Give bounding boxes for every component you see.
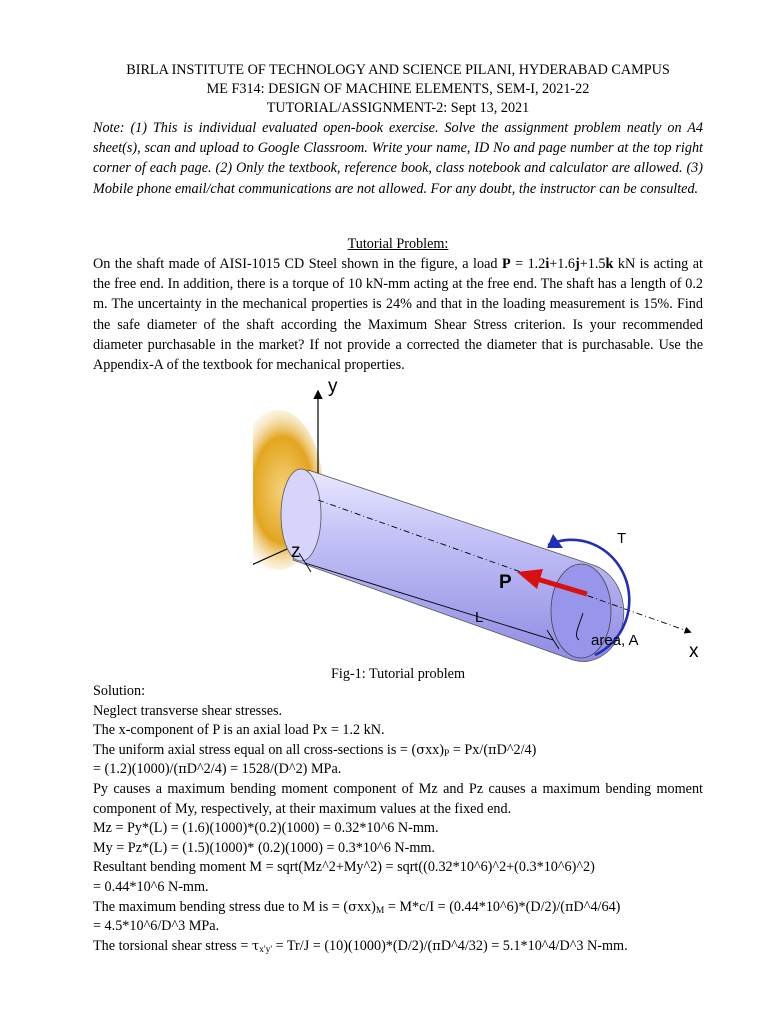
solution-line xyxy=(93,760,703,780)
unit-vector-j: j xyxy=(575,256,580,272)
text-part: D^2/4) = 1528/(D^2) MPa. xyxy=(186,761,342,778)
pi-symbol: π xyxy=(565,899,574,915)
text-part: D^2/4) xyxy=(496,741,537,758)
course-title: ME F314: DESIGN OF MACHINE ELEMENTS, SEM-I, 2021-22 xyxy=(206,81,590,97)
text-part: = Tr/J = (10)(1000)*(D/2)/( xyxy=(272,937,433,954)
solution-line: Py causes a maximum bending moment component of Mz and Pz causes a maximum bending moment component of My, respectively, at their maximum values at the fixed end. xyxy=(93,780,703,817)
torque-label: T xyxy=(617,530,627,547)
shaft-diagram xyxy=(253,370,713,662)
problem-heading-text: Tutorial Problem: xyxy=(347,236,449,252)
tau-symbol: τ xyxy=(251,938,260,954)
problem-heading xyxy=(93,234,703,254)
text-part: The torsional shear stress = xyxy=(93,937,252,954)
text-part: = M*c/I = (0.44*10^6)*(D/2)/( xyxy=(384,898,565,915)
solution-line: Mz = Py*(L) = (1.6)(1000)*(0.2)(1000) = 0.32*10^6 N-mm. xyxy=(93,820,439,837)
subscript: x'y' xyxy=(259,944,273,955)
z-axis-label: z xyxy=(291,541,301,562)
problem-text: On the shaft made of AISI-1015 CD Steel shown in the figure, a load xyxy=(93,256,502,272)
text-part: = Px/( xyxy=(449,741,489,758)
solution-line: = 0.44*10^6 N-mm. xyxy=(93,878,209,895)
problem-statement xyxy=(93,254,703,375)
pi-symbol: π xyxy=(488,742,497,758)
pi-symbol: π xyxy=(178,762,187,778)
pi-symbol: π xyxy=(432,938,441,954)
length-label: L xyxy=(475,609,484,626)
unit-vector-k: k xyxy=(605,256,614,272)
sigma-symbol: σ xyxy=(416,742,426,758)
solution-line xyxy=(93,741,703,761)
solution-line: My = Pz*(L) = (1.5)(1000)* (0.2)(1000) = 0.3*10^6 N-mm. xyxy=(93,839,435,856)
problem-text: +1.6 xyxy=(549,256,576,272)
area-label: area, A xyxy=(591,632,639,649)
unit-vector-i: i xyxy=(545,256,550,272)
load-label: P xyxy=(499,572,512,593)
institute-title: BIRLA INSTITUTE OF TECHNOLOGY AND SCIENCE PILANI, HYDERABAD CAMPUS xyxy=(126,62,670,78)
subscript: P xyxy=(444,748,450,759)
solution-section xyxy=(93,682,703,956)
instructions-note: Note: (1) This is individual evaluated open-book exercise. Solve the assignment problem neatly on A4 sheet(s), scan and upload to Google Classroom. Write your name, ID No and page number at the top right corner of each page. (2) Only the textbook, reference book, class notebook and calculator are allowed. (3) Mobile phone email/chat communications are not allowed. For any doubt, the instructor can be consulted. xyxy=(93,120,703,197)
figure-caption: Fig-1: Tutorial problem xyxy=(330,666,465,682)
solution-heading: Solution: xyxy=(93,683,146,699)
text-part: D^4/64) xyxy=(573,898,621,915)
solution-line: = 4.5*10^6/D^3 MPa. xyxy=(93,918,220,935)
sigma-symbol: σ xyxy=(348,899,357,915)
assignment-title: TUTORIAL/ASSIGNMENT-2: Sept 13, 2021 xyxy=(266,100,530,116)
text-part: xx) xyxy=(356,898,376,915)
subscript: M xyxy=(375,905,385,916)
y-axis-label: y xyxy=(328,376,338,397)
solution-line xyxy=(93,937,703,957)
problem-text: +1.5 xyxy=(579,256,606,272)
text-part: D^4/32) = 5.1*10^4/D^3 N-mm. xyxy=(440,937,628,954)
problem-text: = 1.2 xyxy=(510,256,546,272)
shaft-figure xyxy=(253,370,713,662)
shaft-fixed-end xyxy=(281,469,321,561)
x-axis-label: x xyxy=(689,641,699,662)
solution-line: Resultant bending moment M = sqrt(Mz^2+My^2) = sqrt((0.32*10^6)^2+(0.3*10^6)^2) xyxy=(93,859,595,876)
solution-line xyxy=(93,898,703,918)
text-part: = (1.2)(1000)/( xyxy=(93,761,179,778)
solution-line: The x-component of P is an axial load Px = 1.2 kN. xyxy=(93,722,385,739)
text-part: xx) xyxy=(425,741,444,758)
text-part: The uniform axial stress equal on all cross-sections is = ( xyxy=(93,741,417,758)
problem-text: kN is acting at the free end. In addition, there is a torque of 10 kN-mm acting at the free end. The shaft has a length of 0.2 m. The uncertainty in the mechanical properties is 24% and that in the loading measurement is 15%. Find the safe diameter of the shaft according the Maximum Shear Stress criterion. Is your recommended diameter purchasable in the market? If not provide a corrected the diameter that is purchasable. Use the Appendix-A of the textbook for mechanical properties. xyxy=(93,256,703,374)
load-symbol: P xyxy=(501,256,511,272)
solution-line: Neglect transverse shear stresses. xyxy=(93,702,283,719)
text-part: The maximum bending stress due to M is = ( xyxy=(93,898,349,915)
